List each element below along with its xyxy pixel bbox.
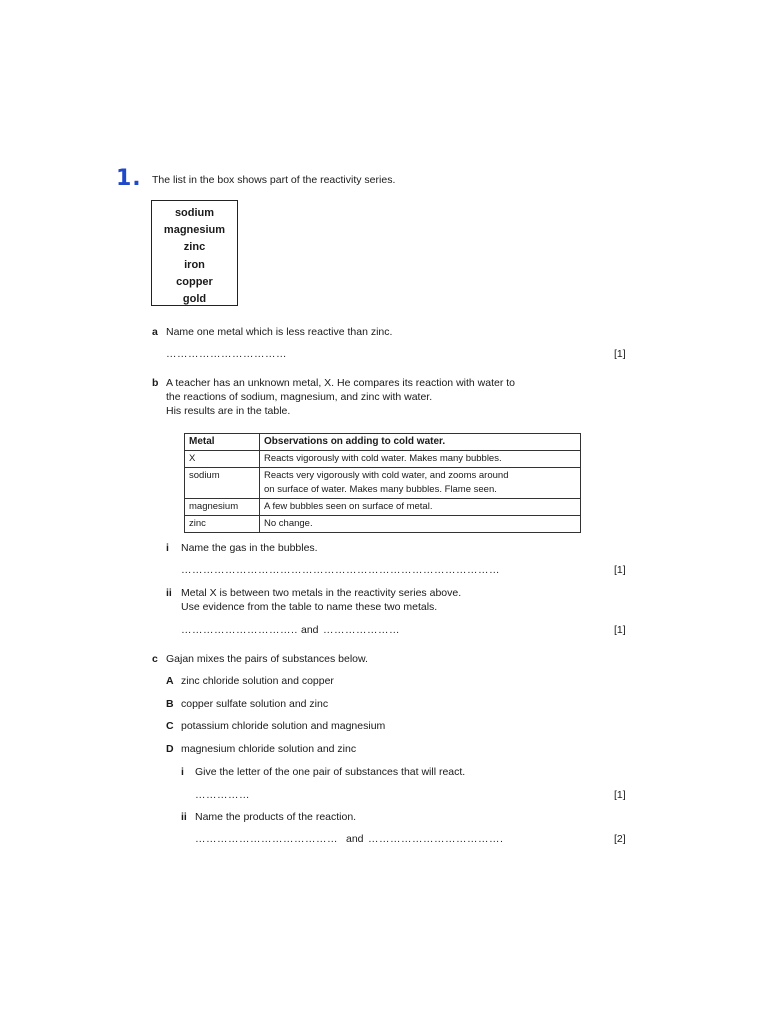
part-c-label: c [152,653,158,665]
option-letter: B [166,698,174,710]
part-b-ii-line1: Metal X is between two metals in the reactivity series above. [181,587,462,599]
part-b-text-line2: the reactions of sodium, magnesium, and zinc with water. [166,391,433,403]
part-a-answer-line[interactable]: …………………………… [166,348,287,360]
option-text: potassium chloride solution and magnesium [181,720,386,732]
part-c-i-question: Give the letter of the one pair of substances that will react. [195,766,466,778]
metal-cell: X [185,451,260,468]
option-letter: A [166,675,174,687]
part-b-label: b [152,377,159,389]
table-row [185,451,581,468]
table-row [185,468,581,499]
observation-line: Reacts very vigorously with cold water, and zooms around [264,470,509,481]
part-b-i-mark: [1] [614,564,626,576]
part-b-ii-answer-left[interactable]: ………………………….. [181,624,298,636]
part-c-ii-answer-left[interactable]: ………………………………… [195,833,338,845]
part-b-i-label: i [166,542,169,554]
observation-line: on surface of water. Makes many bubbles. Flame seen. [264,484,497,495]
series-item: iron [184,258,205,271]
observation-cell: A few bubbles seen on surface of metal. [260,499,581,516]
metal-cell: magnesium [185,499,260,516]
observations-table [184,433,581,533]
table-row [185,516,581,533]
table-header-row [185,434,581,451]
observation-cell: Reacts vigorously with cold water. Makes many bubbles. [260,451,581,468]
part-c-i-mark: [1] [614,789,626,801]
series-item: copper [176,275,213,288]
option-letter: C [166,720,174,732]
part-b-text-line3: His results are in the table. [166,405,291,417]
question-number: 1. [116,166,142,191]
part-b-i-answer-line[interactable]: …………………………………………………………………………… [181,564,500,576]
question-intro: The list in the box shows part of the reactivity series. [152,174,396,186]
column-header-metal: Metal [185,434,260,451]
part-b-ii-answer-right[interactable]: ………………… [323,624,400,636]
column-header-observations: Observations on adding to cold water. [260,434,581,451]
part-c-ii-question: Name the products of the reaction. [195,811,357,823]
part-c-ii-mark: [2] [614,833,626,845]
part-b-ii-and: and [301,624,319,636]
part-b-text-line1: A teacher has an unknown metal, X. He compares its reaction with water to [166,377,516,389]
series-item: gold [182,293,207,306]
metal-cell: sodium [185,468,260,499]
part-b-ii-label: ii [166,587,172,599]
part-c-ii-label: ii [181,811,187,823]
observation-cell [260,468,581,499]
series-item: magnesium [163,224,226,237]
option-text: zinc chloride solution and copper [181,675,334,687]
series-item: sodium [174,207,215,219]
part-c-i-answer-line[interactable]: …………… [195,789,250,801]
part-a-mark: [1] [614,348,626,360]
part-c-ii-and: and [346,833,364,845]
part-a-label: a [152,326,158,338]
series-item: zinc [183,241,206,254]
part-c-question: Gajan mixes the pairs of substances below. [166,653,368,665]
metal-cell: zinc [185,516,260,533]
option-letter: D [166,743,174,755]
table-row [185,499,581,516]
option-text: magnesium chloride solution and zinc [181,743,357,755]
part-b-ii-line2: Use evidence from the table to name these two metals. [181,601,438,613]
part-c-i-label: i [181,766,184,778]
part-c-ii-answer-right[interactable]: ………………………………. [368,833,504,845]
part-a-question: Name one metal which is less reactive than zinc. [166,326,393,338]
part-b-i-question: Name the gas in the bubbles. [181,542,318,554]
observation-cell: No change. [260,516,581,533]
reactivity-series-box [151,200,238,306]
part-b-ii-mark: [1] [614,624,626,636]
option-text: copper sulfate solution and zinc [181,698,329,710]
